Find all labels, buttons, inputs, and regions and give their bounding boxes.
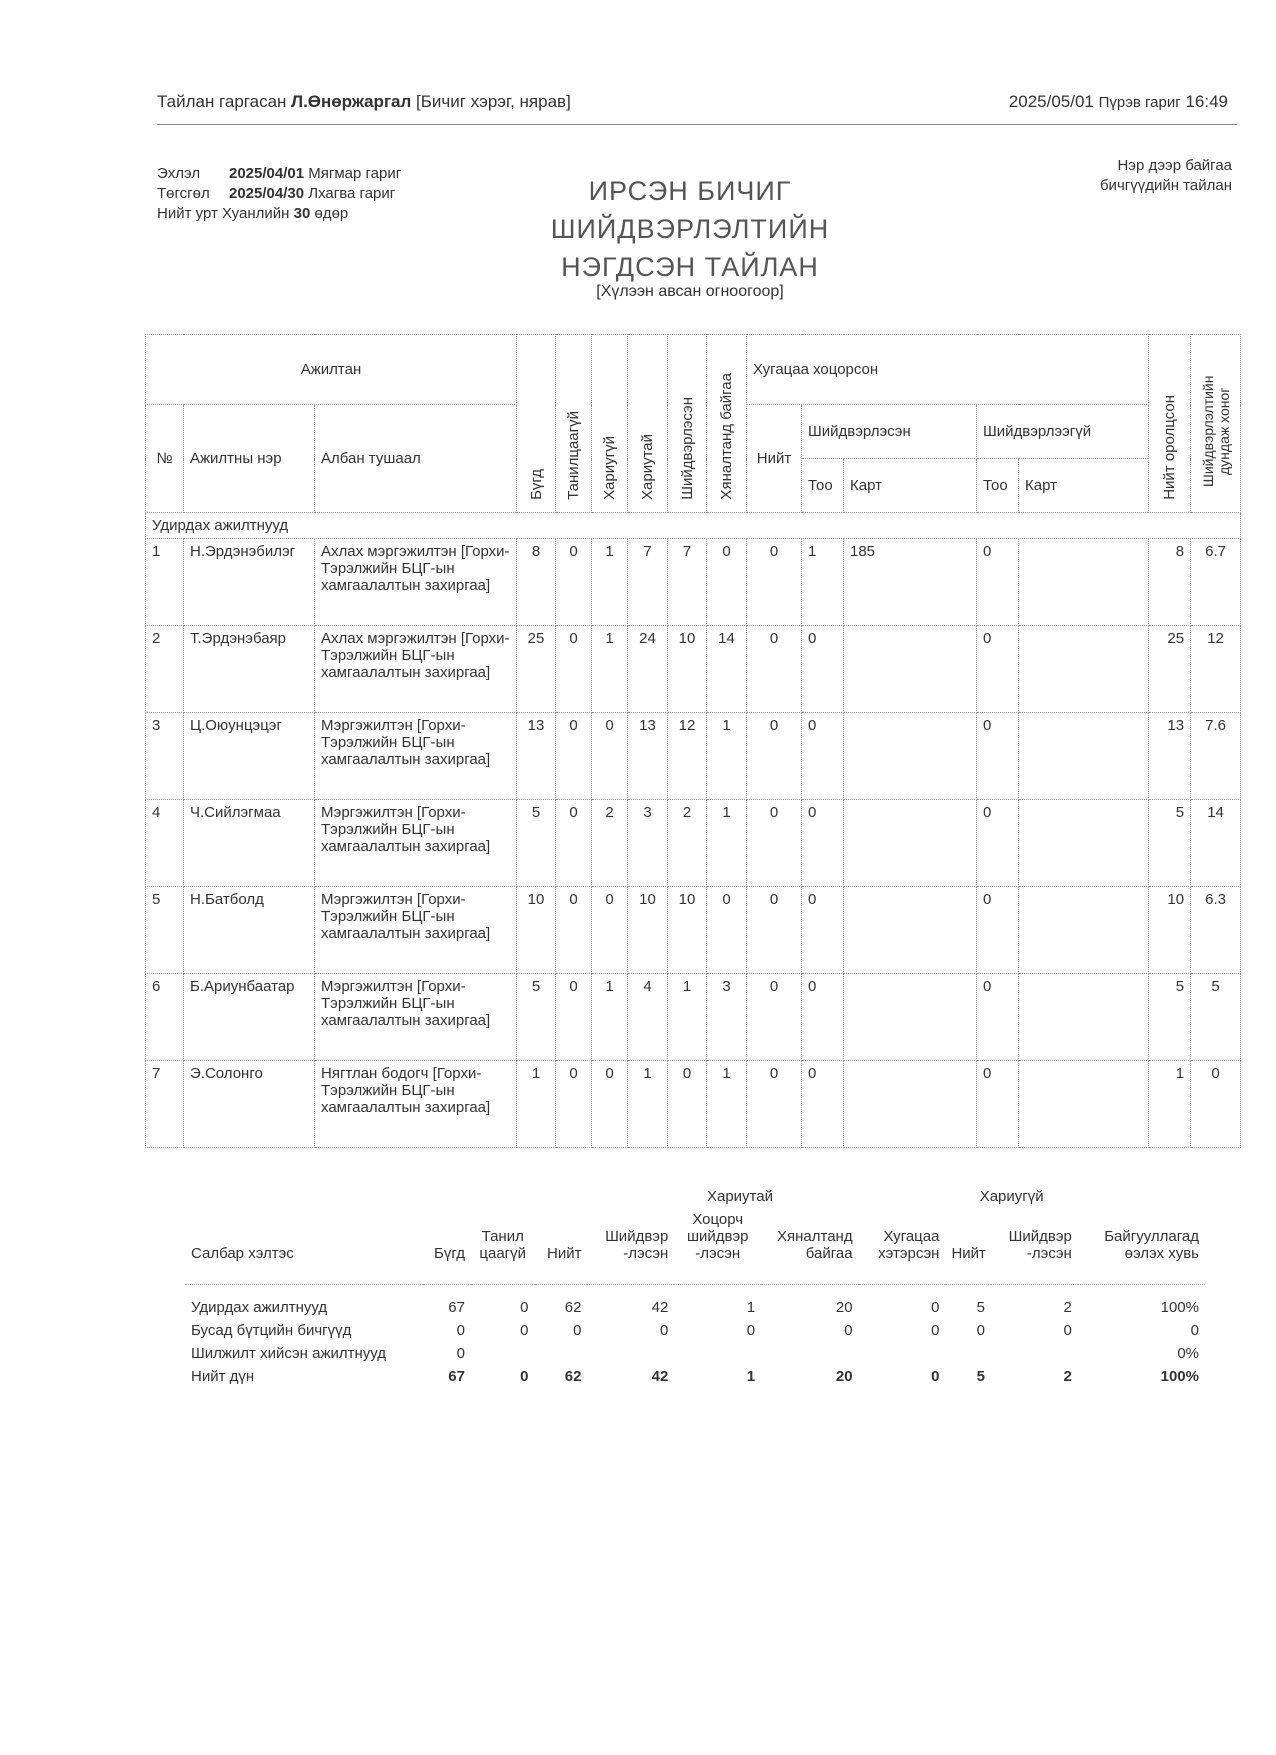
- header-name: Ажилтны нэр: [184, 405, 315, 513]
- cell-ov-total: 0: [747, 713, 802, 800]
- summary-row: [185, 1342, 1205, 1365]
- cell-total: 25: [517, 626, 556, 713]
- header-total: Бүгд: [517, 335, 556, 513]
- summary-label: Бусад бүтцийн бичгүүд: [191, 1322, 352, 1339]
- cell-unknown: 0: [556, 1061, 592, 1148]
- cell-ov-dec-count: 1: [802, 539, 844, 626]
- cell-name: Н.Батболд: [184, 887, 315, 974]
- summary-h-resp-decided: Шийдвэр -лэсэн: [605, 1228, 669, 1262]
- table-row: [146, 887, 1241, 974]
- cell-ov-und-count: 0: [977, 626, 1019, 713]
- summary-row: [185, 1285, 1205, 1320]
- cell-no: 6: [146, 974, 184, 1061]
- cell-participated: 8: [1149, 539, 1191, 626]
- cell-participated: 13: [1149, 713, 1191, 800]
- summary-percent: 0: [1190, 1322, 1199, 1339]
- table-row: [146, 626, 1241, 713]
- cell-noresp: 0: [592, 1061, 628, 1148]
- cell-ov-und-count: 0: [977, 539, 1019, 626]
- end-date: 2025/04/30: [229, 185, 305, 202]
- summary-late: 1: [746, 1299, 756, 1316]
- cell-ov-und-card: [1019, 887, 1149, 974]
- summary-total-resp-decided: 42: [651, 1368, 669, 1385]
- cell-noresp: 2: [592, 800, 628, 887]
- page-subtitle: [Хүлээн авсан огноогоор]: [596, 283, 784, 300]
- cell-ov-dec-card: [844, 713, 977, 800]
- summary-row: [185, 1319, 1205, 1342]
- cell-ov-dec-count: 0: [802, 713, 844, 800]
- report-date: 2025/05/01: [1008, 92, 1094, 111]
- summary-late: [674, 1342, 761, 1365]
- table-row: [146, 713, 1241, 800]
- summary-unknown: 0: [520, 1299, 529, 1316]
- cell-ov-dec-card: [844, 887, 977, 974]
- cell-no: 5: [146, 887, 184, 974]
- summary-total: 0: [456, 1322, 465, 1339]
- header-participated: Нийт оролцсон: [1149, 335, 1191, 513]
- start-label: Эхлэл: [157, 165, 201, 182]
- summary-overdue: 0: [931, 1322, 940, 1339]
- summary-resp-total: 62: [564, 1299, 582, 1316]
- cell-resp: 13: [628, 713, 668, 800]
- start-date: 2025/04/01: [229, 165, 305, 182]
- summary-resp-total: [535, 1342, 588, 1365]
- cell-unknown: 0: [556, 887, 592, 974]
- cell-total: 10: [517, 887, 556, 974]
- summary-label: Удирдах ажилтнууд: [191, 1299, 328, 1316]
- summary-nr-decided: [991, 1342, 1078, 1365]
- summary-h-unknown: Танил цаагүй: [479, 1228, 527, 1262]
- cell-decided: 10: [668, 626, 707, 713]
- summary-resp-decided: [587, 1342, 674, 1365]
- cell-unknown: 0: [556, 974, 592, 1061]
- end-label: Төгсгөл: [157, 185, 210, 202]
- cell-control: 1: [707, 713, 747, 800]
- header-overdue-undecided: Шийдвэрлээгүй: [977, 405, 1149, 459]
- cell-noresp: 0: [592, 713, 628, 800]
- cell-total: 5: [517, 800, 556, 887]
- report-type-line-1: Нэр дээр байгаа: [1117, 157, 1232, 174]
- cell-ov-und-card: [1019, 974, 1149, 1061]
- summary-total-total: 67: [448, 1368, 465, 1385]
- summary-table: [185, 1185, 1205, 1388]
- header-overdue: Хугацаа хоцорсон: [747, 335, 1149, 405]
- header-decided: Шийдвэрлэсэн: [668, 335, 707, 513]
- summary-nr-decided: 2: [1063, 1299, 1072, 1316]
- cell-resp: 7: [628, 539, 668, 626]
- cell-ov-dec-count: 0: [802, 626, 844, 713]
- report-type-line-2: бичгүүдийн тайлан: [1099, 177, 1232, 194]
- header-avg-days: Шийдвэрлэлтийн дундаж хоног: [1191, 335, 1241, 513]
- cell-ov-und-card: [1019, 713, 1149, 800]
- cell-control: 14: [707, 626, 747, 713]
- summary-nr-total: 0: [976, 1322, 985, 1339]
- cell-position: Ахлах мэргэжилтэн [Горхи-Тэрэлжийн БЦГ-ын хамгаалалтын захиргаа]: [315, 539, 517, 626]
- cell-ov-dec-count: 0: [802, 800, 844, 887]
- cell-position: Мэргэжилтэн [Горхи-Тэрэлжийн БЦГ-ын хамгаалалтын захиргаа]: [315, 974, 517, 1061]
- cell-ov-total: 0: [747, 974, 802, 1061]
- cell-noresp: 0: [592, 887, 628, 974]
- section-label: Удирдах ажилтнууд: [146, 513, 1241, 539]
- cell-resp: 3: [628, 800, 668, 887]
- cell-decided: 12: [668, 713, 707, 800]
- title-line-3: НЭГДСЭН ТАЙЛАН: [561, 252, 819, 282]
- cell-avg: 6.3: [1191, 887, 1241, 974]
- cell-participated: 5: [1149, 800, 1191, 887]
- summary-late: 0: [746, 1322, 756, 1339]
- cell-ov-dec-count: 0: [802, 1061, 844, 1148]
- summary-h-noresp-total: Нийт: [951, 1245, 986, 1262]
- header-unknown: Танилцаагүй: [556, 335, 592, 513]
- cell-resp: 1: [628, 1061, 668, 1148]
- start-day: Мягмар гариг: [308, 165, 402, 182]
- cell-total: 1: [517, 1061, 556, 1148]
- summary-total-nr-decided: 2: [1063, 1368, 1072, 1385]
- summary-h-overdue: Хугацаа хэтэрсэн: [878, 1228, 940, 1262]
- cell-participated: 25: [1149, 626, 1191, 713]
- summary-unknown: [471, 1342, 535, 1365]
- cell-decided: 2: [668, 800, 707, 887]
- table-row: [146, 800, 1241, 887]
- cell-ov-dec-card: [844, 626, 977, 713]
- length-label: Нийт урт Хуанлийн: [157, 205, 290, 222]
- summary-total-overdue: 0: [931, 1368, 940, 1385]
- cell-total: 8: [517, 539, 556, 626]
- summary-h-resp-total: Нийт: [546, 1245, 582, 1262]
- cell-control: 3: [707, 974, 747, 1061]
- summary-total-row: [185, 1365, 1205, 1388]
- cell-ov-und-card: [1019, 626, 1149, 713]
- cell-ov-und-card: [1019, 800, 1149, 887]
- cell-control: 1: [707, 1061, 747, 1148]
- summary-overdue: 0: [931, 1299, 940, 1316]
- cell-no: 2: [146, 626, 184, 713]
- header-und-count: Тоо: [977, 459, 1019, 513]
- summary-group-resp: Хариутай: [706, 1188, 773, 1205]
- cell-noresp: 1: [592, 974, 628, 1061]
- cell-no: 3: [146, 713, 184, 800]
- cell-control: 0: [707, 887, 747, 974]
- title-line-2: ШИЙДВЭРЛЭЛТИЙН: [550, 214, 830, 244]
- summary-nr-total: [945, 1342, 991, 1365]
- summary-nr-total: 5: [976, 1299, 985, 1316]
- summary-h-percent: Байгууллагад өэлэх хувь: [1104, 1228, 1199, 1262]
- summary-total-label: Нийт дүн: [191, 1368, 255, 1385]
- cell-ov-total: 0: [747, 887, 802, 974]
- cell-decided: 10: [668, 887, 707, 974]
- cell-ov-dec-count: 0: [802, 974, 844, 1061]
- cell-ov-dec-count: 0: [802, 887, 844, 974]
- cell-name: Э.Солонго: [184, 1061, 315, 1148]
- cell-avg: 0: [1191, 1061, 1241, 1148]
- cell-ov-total: 0: [747, 1061, 802, 1148]
- table-row: [146, 539, 1241, 626]
- summary-total-resp-total: 62: [564, 1368, 582, 1385]
- report-type: [1100, 156, 1232, 196]
- summary-overdue: [859, 1342, 946, 1365]
- cell-ov-dec-card: [844, 800, 977, 887]
- title-line-1: ИРСЭН БИЧИГ: [588, 176, 792, 206]
- summary-total-late: 1: [746, 1368, 756, 1385]
- cell-no: 1: [146, 539, 184, 626]
- cell-avg: 6.7: [1191, 539, 1241, 626]
- table-row: [146, 974, 1241, 1061]
- cell-avg: 5: [1191, 974, 1241, 1061]
- summary-total-control: 20: [835, 1368, 853, 1385]
- cell-resp: 4: [628, 974, 668, 1061]
- length-value: 30: [293, 205, 311, 222]
- cell-participated: 1: [1149, 1061, 1191, 1148]
- cell-avg: 14: [1191, 800, 1241, 887]
- cell-ov-dec-card: 185: [844, 539, 977, 626]
- cell-noresp: 1: [592, 539, 628, 626]
- cell-ov-dec-card: [844, 974, 977, 1061]
- summary-h-late: Хоцорч шийдвэр -лэсэн: [686, 1211, 749, 1262]
- cell-avg: 12: [1191, 626, 1241, 713]
- summary-percent: 100%: [1160, 1299, 1199, 1316]
- summary-h-branch: Салбар хэлтэс: [191, 1245, 294, 1262]
- summary-total: 0: [456, 1345, 465, 1362]
- header-resp: Хариутай: [628, 335, 668, 513]
- summary-total-percent: 100%: [1160, 1368, 1199, 1385]
- cell-avg: 7.6: [1191, 713, 1241, 800]
- header-control: Хяналтанд байгаа: [707, 335, 747, 513]
- cell-unknown: 0: [556, 713, 592, 800]
- summary-h-total: Бүгд: [434, 1245, 465, 1262]
- author-name: Л.Өнөржаргал: [291, 92, 412, 111]
- cell-position: Мэргэжилтэн [Горхи-Тэрэлжийн БЦГ-ын хамгаалалтын захиргаа]: [315, 713, 517, 800]
- table-row: [146, 1061, 1241, 1148]
- report-day: Пүрэв гариг: [1098, 94, 1181, 111]
- summary-unknown: 0: [520, 1322, 529, 1339]
- cell-control: 1: [707, 800, 747, 887]
- cell-ov-und-count: 0: [977, 974, 1019, 1061]
- cell-ov-total: 0: [747, 800, 802, 887]
- report-author: [157, 92, 571, 112]
- summary-total-unknown: 0: [520, 1368, 529, 1385]
- summary-resp-decided: 0: [659, 1322, 669, 1339]
- cell-unknown: 0: [556, 800, 592, 887]
- cell-name: Ч.Сийлэгмаа: [184, 800, 315, 887]
- cell-participated: 5: [1149, 974, 1191, 1061]
- author-role: [Бичиг хэрэг, нярав]: [416, 92, 571, 111]
- author-prefix: Тайлан гаргасан: [157, 92, 287, 111]
- cell-total: 13: [517, 713, 556, 800]
- summary-control: 20: [835, 1299, 853, 1316]
- employee-table: [145, 334, 1241, 1148]
- cell-position: Ахлах мэргэжилтэн [Горхи-Тэрэлжийн БЦГ-ын хамгаалалтын захиргаа]: [315, 626, 517, 713]
- cell-position: Мэргэжилтэн [Горхи-Тэрэлжийн БЦГ-ын хамгаалалтын захиргаа]: [315, 887, 517, 974]
- cell-ov-und-card: [1019, 1061, 1149, 1148]
- cell-no: 7: [146, 1061, 184, 1148]
- summary-h-noresp-decided: Шийдвэр -лэсэн: [1008, 1228, 1072, 1262]
- summary-total-nr-total: 5: [976, 1368, 985, 1385]
- cell-ov-dec-card: [844, 1061, 977, 1148]
- cell-noresp: 1: [592, 626, 628, 713]
- cell-name: Н.Эрдэнэбилэг: [184, 539, 315, 626]
- summary-resp-decided: 42: [651, 1299, 669, 1316]
- report-time: 16:49: [1185, 92, 1228, 111]
- end-day: Лхагва гариг: [308, 185, 396, 202]
- cell-decided: 7: [668, 539, 707, 626]
- header-no: №: [146, 405, 184, 513]
- header-dec-count: Тоо: [802, 459, 844, 513]
- summary-nr-decided: 0: [1063, 1322, 1072, 1339]
- cell-name: Т.Эрдэнэбаяр: [184, 626, 315, 713]
- cell-unknown: 0: [556, 626, 592, 713]
- cell-participated: 10: [1149, 887, 1191, 974]
- cell-ov-und-card: [1019, 539, 1149, 626]
- cell-ov-und-count: 0: [977, 713, 1019, 800]
- cell-ov-und-count: 0: [977, 800, 1019, 887]
- header-noresp: Хариугүй: [592, 335, 628, 513]
- cell-unknown: 0: [556, 539, 592, 626]
- cell-ov-total: 0: [747, 626, 802, 713]
- header-divider: [157, 124, 1237, 125]
- cell-decided: 1: [668, 974, 707, 1061]
- summary-group-noresp: Хариугүй: [979, 1188, 1044, 1205]
- summary-percent: 0%: [1177, 1345, 1199, 1362]
- cell-ov-total: 0: [747, 539, 802, 626]
- length-unit: өдөр: [314, 205, 349, 222]
- cell-ov-und-count: 0: [977, 1061, 1019, 1148]
- cell-resp: 10: [628, 887, 668, 974]
- cell-decided: 0: [668, 1061, 707, 1148]
- cell-name: Ц.Оюунцэцэг: [184, 713, 315, 800]
- cell-control: 0: [707, 539, 747, 626]
- cell-position: Нягтлан бодогч [Горхи-Тэрэлжийн БЦГ-ын хамгаалалтын захиргаа]: [315, 1061, 517, 1148]
- cell-total: 5: [517, 974, 556, 1061]
- cell-position: Мэргэжилтэн [Горхи-Тэрэлжийн БЦГ-ын хамгаалалтын захиргаа]: [315, 800, 517, 887]
- header-employee: Ажилтан: [146, 335, 517, 405]
- period-info: [157, 164, 401, 224]
- cell-ov-und-count: 0: [977, 887, 1019, 974]
- cell-resp: 24: [628, 626, 668, 713]
- summary-h-control: Хяналтанд байгаа: [776, 1228, 853, 1262]
- summary-control: [761, 1342, 858, 1365]
- cell-name: Б.Ариунбаатар: [184, 974, 315, 1061]
- summary-total: 67: [448, 1299, 465, 1316]
- page-title: [540, 172, 840, 286]
- header-position: Албан тушаал: [315, 405, 517, 513]
- header-und-card: Карт: [1019, 459, 1149, 513]
- header-overdue-decided: Шийдвэрлэсэн: [802, 405, 977, 459]
- header-overdue-total: Нийт: [747, 405, 802, 513]
- cell-no: 4: [146, 800, 184, 887]
- summary-control: 0: [844, 1322, 853, 1339]
- summary-label: Шилжилт хийсэн ажилтнууд: [191, 1345, 387, 1362]
- report-timestamp: [1009, 92, 1228, 112]
- header-dec-card: Карт: [844, 459, 977, 513]
- summary-resp-total: 0: [573, 1322, 582, 1339]
